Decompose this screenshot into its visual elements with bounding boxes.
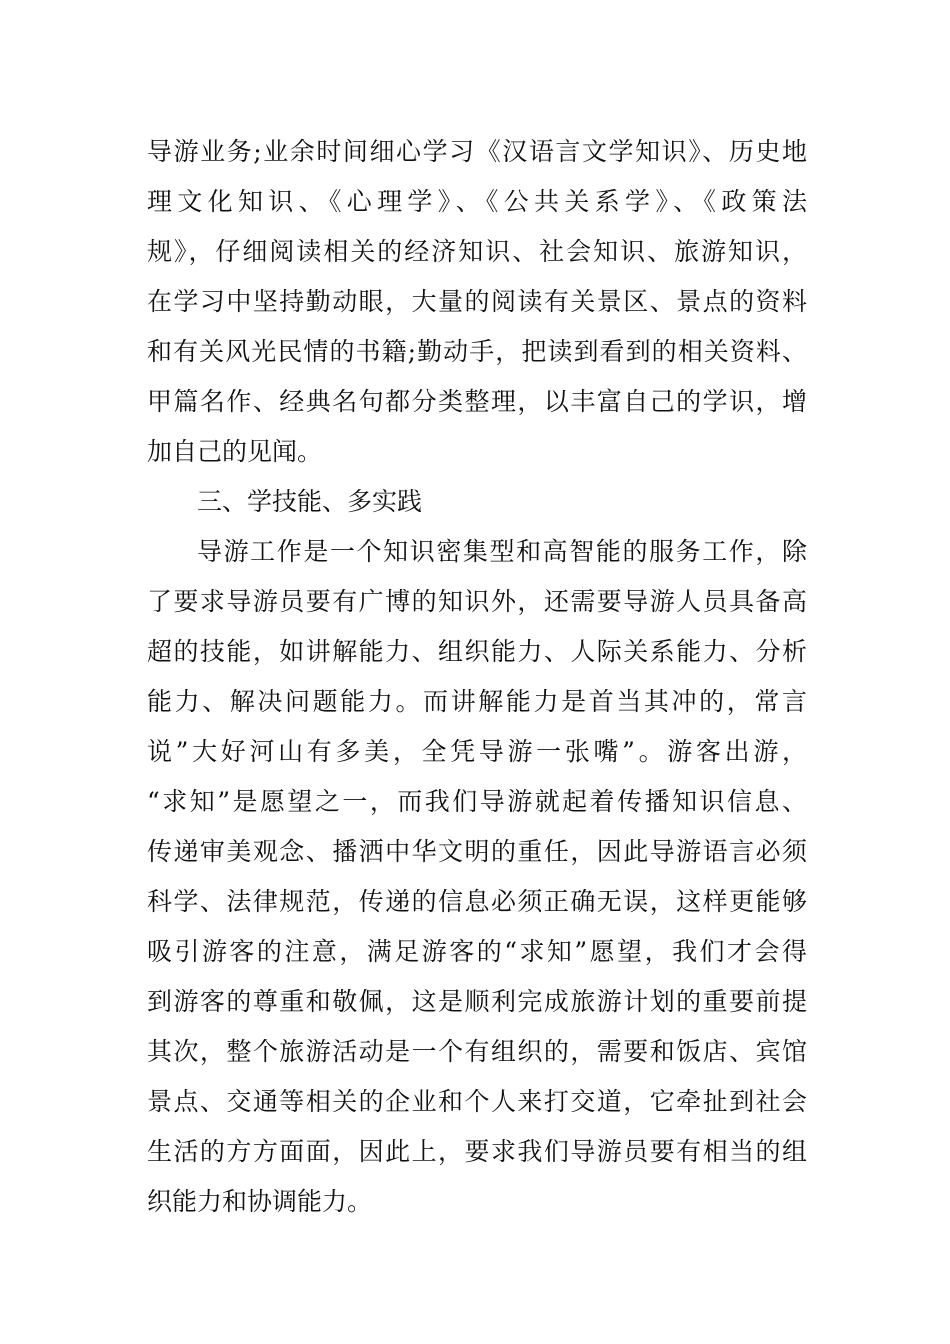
text-line: 加自己的见闻。 (147, 437, 323, 466)
text-line: 景点、交通等相关的企业和个人来打交道，它牵扯到社会 (147, 1087, 807, 1116)
document-body (147, 127, 807, 1227)
paragraph-skills-practice (147, 527, 807, 1227)
text-line: 织能力和协调能力。 (147, 1187, 373, 1216)
text-line: 到游客的尊重和敬佩，这是顺利完成旅游计划的重要前提 (147, 987, 807, 1016)
text-line: 传递审美观念、播洒中华文明的重任，因此导游语言必须 (147, 837, 807, 866)
text-line: 能力、解决问题能力。而讲解能力是首当其冲的，常言 (147, 687, 807, 716)
text-line: 生活的方方面面，因此上，要求我们导游员要有相当的组 (147, 1137, 807, 1166)
text-line: 甲篇名作、经典名句都分类整理，以丰富自己的学识，增 (147, 387, 807, 416)
text-line: 科学、法律规范，传递的信息必须正确无误，这样更能够 (147, 887, 807, 916)
text-line: 了要求导游员要有广博的知识外，还需要导游人员具备高 (147, 587, 807, 616)
text-line: 导游业务;业余时间细心学习《汉语言文学知识》、历史地 (147, 137, 807, 166)
text-line: 和有关风光民情的书籍;勤动手，把读到看到的相关资料、 (147, 337, 807, 366)
text-line: 导游工作是一个知识密集型和高智能的服务工作，除 (197, 537, 807, 566)
paragraph-learning-knowledge (147, 127, 807, 477)
section-heading: 三、学技能、多实践 (197, 487, 423, 516)
text-line: 理文化知识、《心理学》、《公共关系学》、《政策法 (147, 187, 807, 216)
text-line: 说”大好河山有多美，全凭导游一张嘴”。游客出游， (147, 737, 807, 766)
text-line: 其次，整个旅游活动是一个有组织的，需要和饭店、宾馆 (147, 1037, 807, 1066)
text-line: 在学习中坚持勤动眼，大量的阅读有关景区、景点的资料 (147, 287, 807, 316)
text-line: 超的技能，如讲解能力、组织能力、人际关系能力、分析 (147, 637, 807, 666)
text-line: “求知”是愿望之一，而我们导游就起着传播知识信息、 (147, 787, 807, 816)
text-line: 吸引游客的注意，满足游客的“求知”愿望，我们才会得 (147, 937, 807, 966)
text-line: 规》，仔细阅读相关的经济知识、社会知识、旅游知识， (147, 237, 807, 266)
